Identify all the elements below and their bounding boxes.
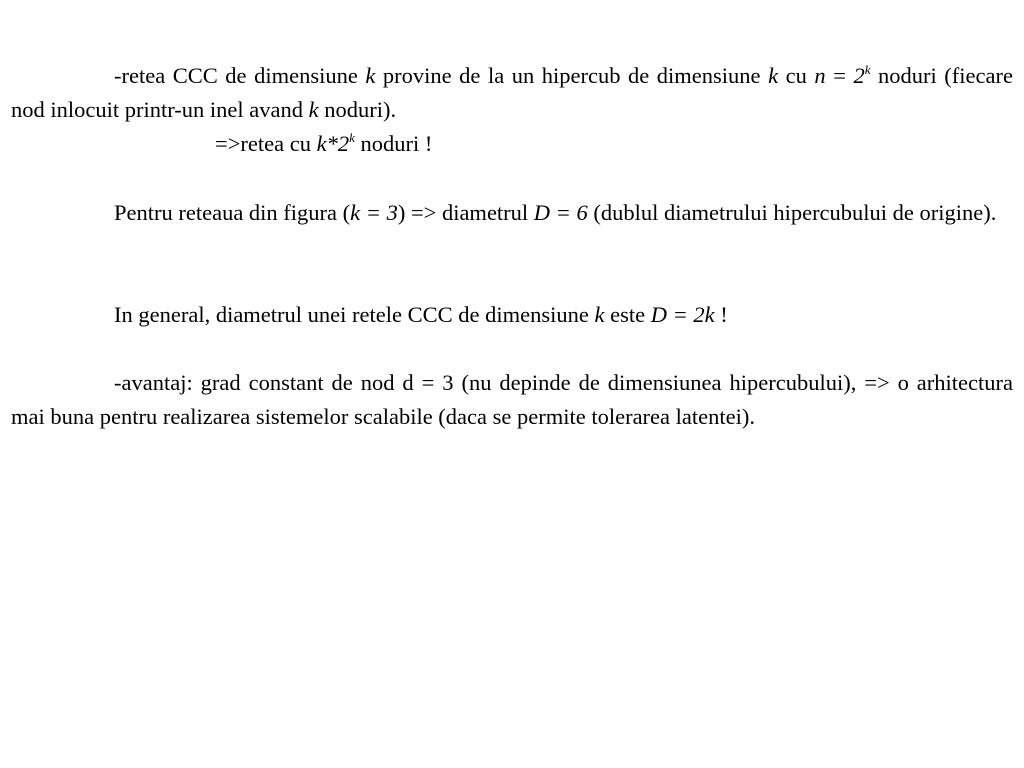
text-run: ! [714,302,728,327]
italic-number: 2 [853,63,865,88]
italic-var: n [814,63,826,88]
italic-var: k [594,302,605,327]
paragraph-advantage: -avantaj: grad constant de nod d = 3 (nu depinde de dimensiunea hipercubului), => o arhitectura mai buna pentru realizarea sistemelor scalabile (daca se permite tolerarea latentei). [11,370,1013,429]
text-run: cu [778,63,815,88]
text-run: In general, diametrul unei retele CCC de dimensiune [114,302,595,327]
text-run: ) => diametrul [397,200,534,225]
superscript-var: k [864,62,871,77]
text-run: (dublul diametrului hipercubului de origine). [587,200,997,225]
superscript-var: k [349,130,355,145]
text-run: noduri). [318,97,397,122]
text-run: Pentru reteaua din figura ( [114,200,351,225]
italic-expression: D = 6 [533,200,588,225]
text-run: -retea CCC de dimensiune [114,63,366,88]
text-run: =>retea cu [215,131,317,156]
paragraph-ccc-definition [11,59,1013,127]
italic-expression: D = 2k [650,302,715,327]
italic-var: k [768,63,779,88]
italic-expression: k*2 [316,131,350,156]
italic-expression: k = 3 [350,200,398,225]
paragraph-general-diameter [11,298,1013,332]
italic-var: k [365,63,376,88]
text-run: noduri ! [354,131,433,156]
text-run: provine de la un hipercub de dimensiune [375,63,769,88]
paragraph-figure-diameter [11,196,1013,230]
paragraph-node-count [215,127,432,161]
text-run: noduri (fiecare nod inlocuit printr-un inel avand [11,63,1013,122]
italic-var: k [308,97,319,122]
text-run: = [825,63,854,88]
text-run: este [604,302,651,327]
